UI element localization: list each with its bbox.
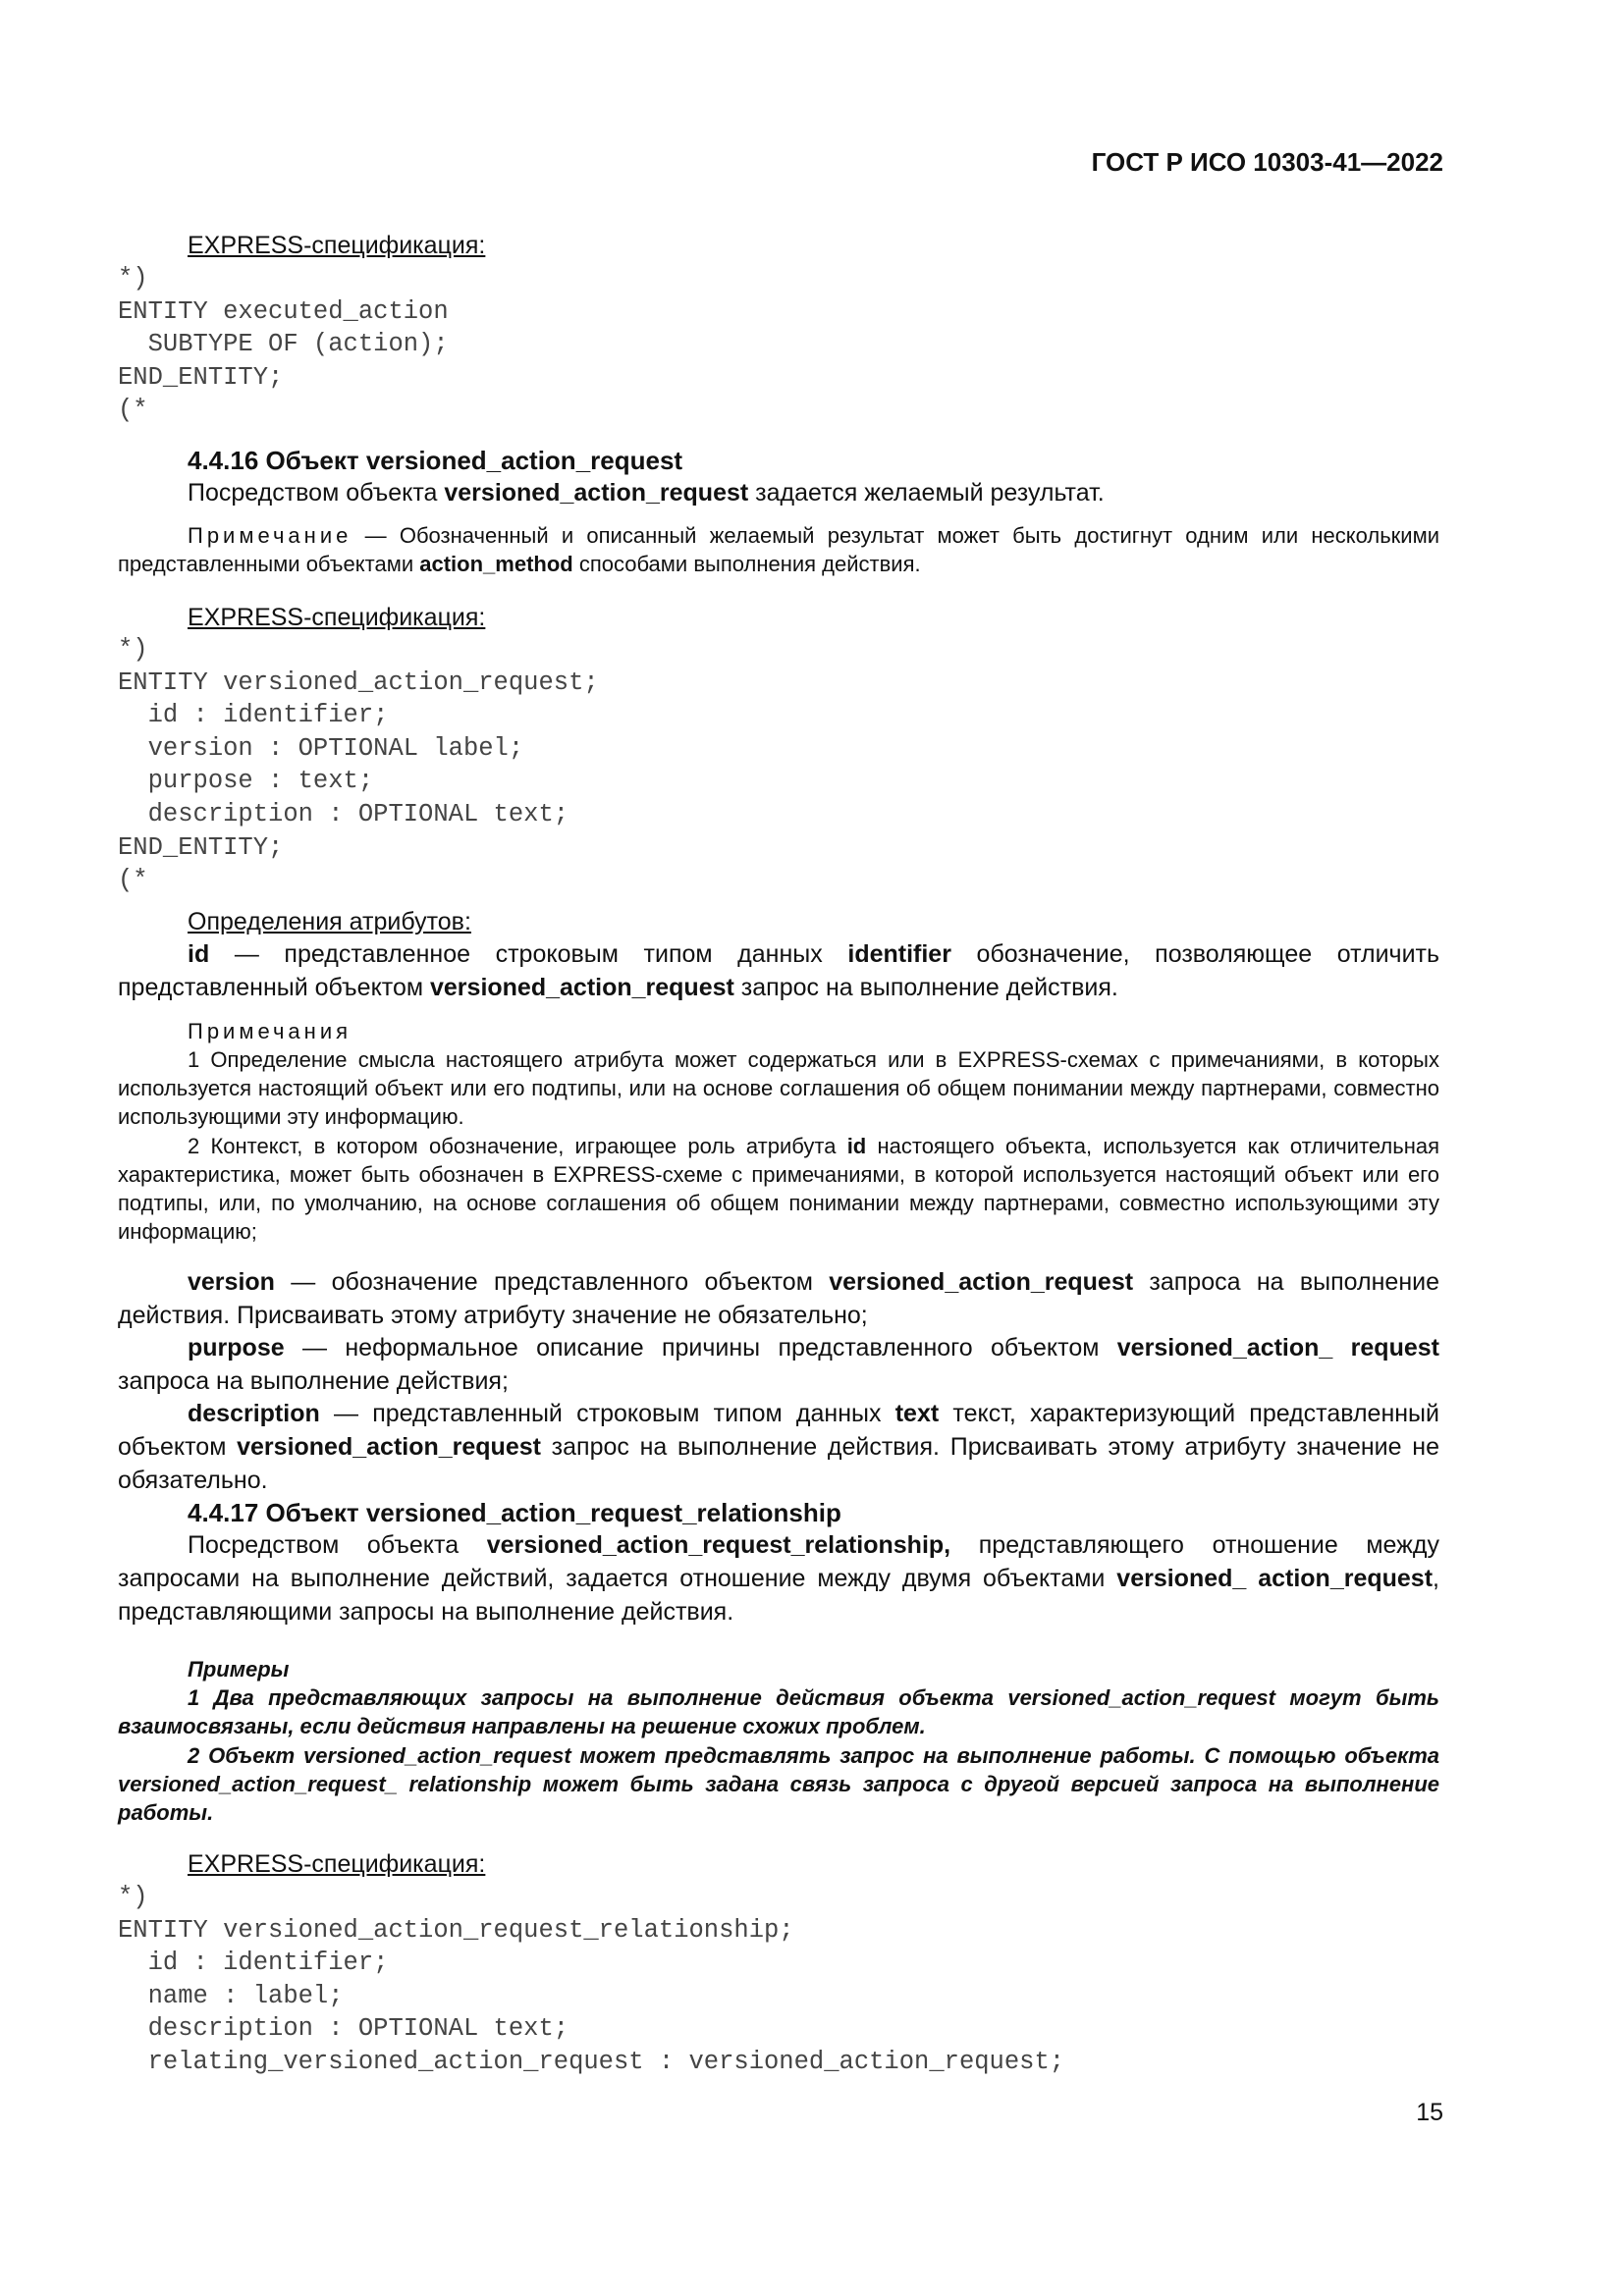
document-header: ГОСТ Р ИСО 10303-41—2022 — [1091, 147, 1443, 177]
note-2: 2 Контекст, в котором обозначение, играющее роль атрибута id настоящего объекта, используется как отличительная характеристика, может быть обозначен в EXPRESS-схеме с примечаниями, в которой используется настоящий объект или его подтипы, или, по умолчанию, на основе соглашения об общем понимании между партнерами, совместно использующими эту информацию; — [118, 1134, 1439, 1244]
code-line: (* — [118, 866, 148, 895]
code-line: SUBTYPE OF (action); — [118, 330, 449, 359]
code-line: id : identifier; — [118, 701, 389, 730]
express-spec-label: EXPRESS-спецификация: — [188, 604, 486, 631]
code-listing-versioned-action-request — [118, 633, 1439, 897]
code-line: ENTITY versioned_action_request; — [118, 667, 599, 697]
code-line: (* — [118, 396, 148, 425]
code-line: *) — [118, 635, 148, 664]
note-label: Примечание — [188, 523, 352, 548]
code-line: description : OPTIONAL text; — [118, 2014, 569, 2044]
section-title-4-4-16: 4.4.16 Объект versioned_action_request — [188, 446, 683, 475]
attribute-id-definition: id — представленное строковым типом данных identifier обозначение, позволяющее отличить представленный объектом versioned_action_request запрос на выполнение действия. — [118, 940, 1440, 1001]
code-line: relating_versioned_action_request : versioned_action_request; — [118, 2047, 1065, 2076]
express-spec-label: EXPRESS-спецификация: — [188, 232, 486, 259]
section-title-4-4-17: 4.4.17 Объект versioned_action_request_relationship — [188, 1498, 841, 1527]
note-4-4-16: Примечание — Обозначенный и описанный желаемый результат может быть достигнут одним или несколькими представленными объектами action_method способами выполнения действия. — [118, 523, 1439, 576]
code-line: version : OPTIONAL label; — [118, 733, 524, 763]
code-line: *) — [118, 264, 148, 293]
page-number: 15 — [1416, 2099, 1443, 2126]
notes-label: Примечания — [188, 1019, 352, 1043]
code-line: ENTITY versioned_action_request_relationship; — [118, 1915, 794, 1945]
code-line: purpose : text; — [118, 767, 374, 796]
code-listing-executed-action — [118, 262, 1439, 427]
code-line: END_ENTITY; — [118, 362, 284, 392]
code-line: END_ENTITY; — [118, 832, 284, 862]
example-2: 2 Объект versioned_action_request может представлять запрос на выполнение работы. С помощью объекта versioned_action_request_ relationship может быть задана связь запроса с другой версией запроса на выполнение работы. — [118, 1743, 1439, 1825]
examples-label: Примеры — [188, 1657, 290, 1682]
note-1: 1 Определение смысла настоящего атрибута может содержаться или в EXPRESS-схемах с примечаниями, в которых используется настоящий объект или его подтипы, или на основе соглашения об общем понимании между партнерами, совместно использующими эту информацию. — [118, 1047, 1439, 1129]
attribute-definitions-label: Определения атрибутов: — [188, 908, 471, 935]
attribute-description-definition: description — представленный строковым типом данных text текст, характеризующий представленный объектом versioned_action_request запрос на выполнение действия. Присваивать этому атрибуту значение не обязательно. — [118, 1400, 1439, 1494]
code-line: *) — [118, 1883, 148, 1911]
attribute-purpose-definition: purpose — неформальное описание причины представленного объектом versioned_action_ request запроса на выполнение действия; — [118, 1334, 1439, 1395]
example-1: 1 Два представляющих запросы на выполнение действия объекта versioned_action_request могут быть взаимосвязаны, если действия направлены на решение схожих проблем. — [118, 1685, 1439, 1738]
code-line: ENTITY executed_action — [118, 296, 449, 326]
attribute-version-definition: version — обозначение представленного объектом versioned_action_request запроса на выполнение действия. Присваивать этому атрибуту значение не обязательно; — [118, 1268, 1439, 1329]
section-intro-4-4-17: Посредством объекта versioned_action_request_relationship, представляющего отношение между запросами на выполнение действий, задается отношение между двумя объектами versioned_ action_request, представляющими запросы на выполнение действия. — [118, 1531, 1439, 1626]
code-line: name : label; — [118, 1981, 344, 2010]
code-line: id : identifier; — [118, 1949, 389, 1978]
code-listing-versioned-action-request-relationship — [118, 1881, 1439, 2079]
section-intro-4-4-16: Посредством объекта versioned_action_request задается желаемый результат. — [188, 479, 1105, 507]
express-spec-label: EXPRESS-спецификация: — [188, 1850, 486, 1878]
code-line: description : OPTIONAL text; — [118, 799, 569, 828]
